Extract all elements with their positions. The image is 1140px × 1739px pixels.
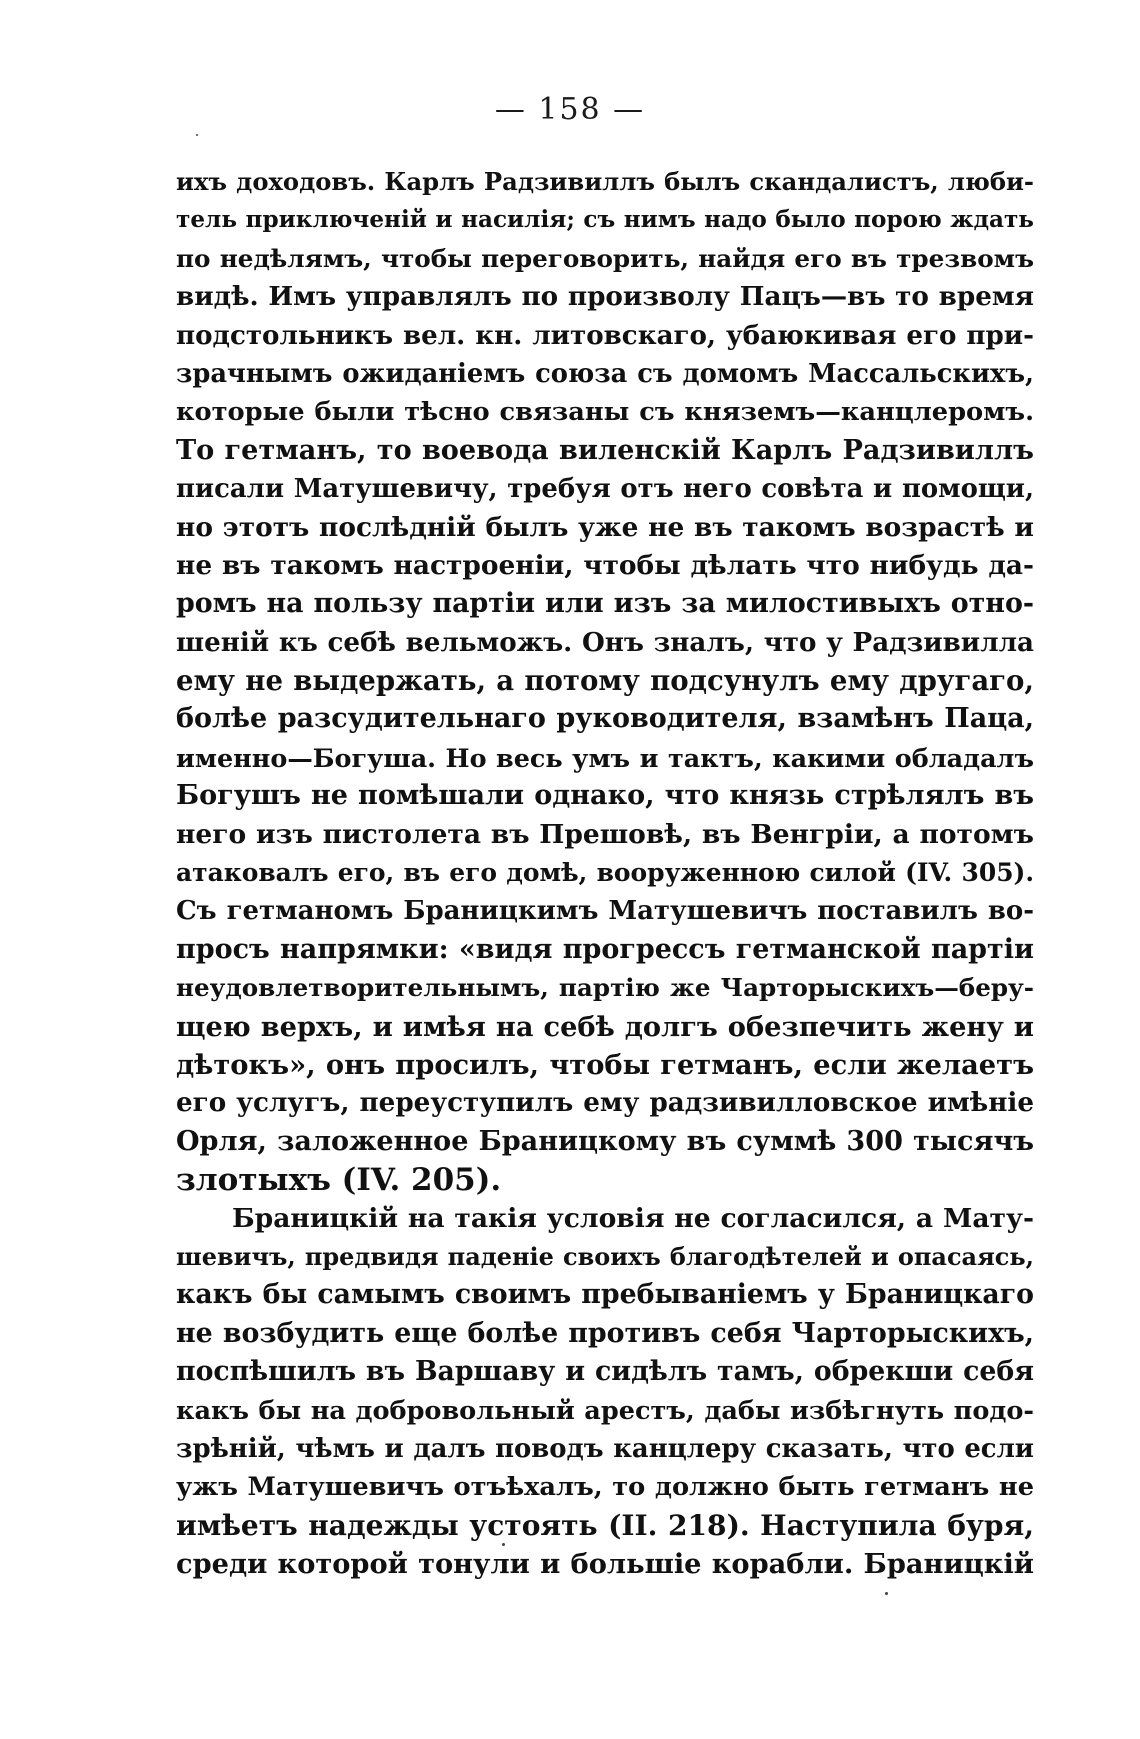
- text-line: ему не выдержать, а потому подсунулъ ему другаго,: [176, 665, 1034, 698]
- text-line: его услугъ, переуступилъ ему радзивилловское имѣніе: [176, 1087, 1034, 1119]
- text-line: которые были тѣсно связаны съ княземъ—канцлеромъ.: [176, 397, 1034, 428]
- print-speck: [502, 1543, 505, 1546]
- print-speck: [196, 134, 198, 136]
- text-line: имѣетъ надежды устоять (II. 218). Наступила буря,: [176, 1508, 1034, 1542]
- text-line: атаковалъ его, въ его домѣ, вооруженною силой (IV. 305).: [176, 858, 1034, 888]
- text-line: То гетманъ, то воевода виленскій Карлъ Радзивиллъ: [176, 434, 1034, 466]
- text-line: просъ напрямки: «видя прогрессъ гетманской партіи: [176, 933, 1034, 965]
- text-line: Богушъ не помѣшали однако, что князь стрѣлялъ въ: [176, 780, 1034, 812]
- text-line: шевичъ, предвидя паденіе своихъ благодѣтелей и опасаясь,: [176, 1241, 1034, 1271]
- text-line: подстольникъ вел. кн. литовскаго, убаюкивая его при-: [176, 319, 1034, 351]
- page-number: — 158 —: [494, 92, 646, 127]
- text-line: какъ бы на добровольный арестъ, дабы избѣгнуть подо-: [176, 1395, 1034, 1426]
- text-line: дѣтокъ», онъ просилъ, чтобы гетманъ, если желаетъ: [176, 1048, 1034, 1081]
- text-line: шеній къ себѣ вельможъ. Онъ зналъ, что у Радзивилла: [176, 626, 1034, 658]
- text-line: зрачнымъ ожиданіемъ союза съ домомъ Массальскихъ,: [176, 358, 1034, 389]
- paragraph-1: [176, 163, 1034, 1200]
- text-line: зрѣній, чѣмъ и далъ поводъ канцлеру сказать, что если: [176, 1433, 1034, 1464]
- text-line: неудовлетворительнымъ, партію же Чарторыскихъ—беру-: [176, 973, 1034, 1003]
- text-line: поспѣшилъ въ Варшаву и сидѣлъ тамъ, обрекши себя: [176, 1356, 1034, 1388]
- text-line: ромъ на пользу партіи или изъ за милостивыхъ отно-: [176, 588, 1034, 620]
- text-line: Съ гетманомъ Браницкимъ Матушевичъ поставилъ во-: [176, 896, 1034, 927]
- text-line: какъ бы самымъ своимъ пребываніемъ у Браницкаго: [176, 1279, 1034, 1311]
- text-line: ужъ Матушевичъ отъѣхалъ, то должно быть гетманъ не: [176, 1472, 1034, 1503]
- text-line: писали Матушевичу, требуя отъ него совѣта и помощи,: [176, 474, 1034, 505]
- text-line: но этотъ послѣдній былъ уже не въ такомъ возрастѣ и: [176, 511, 1034, 543]
- text-line: злотыхъ (IV. 205).: [176, 1162, 502, 1199]
- text-line: болѣе разсудительнаго руководителя, взамѣнъ Паца,: [176, 703, 1034, 735]
- text-line: не возбудить еще болѣе противъ себя Чарторыскихъ,: [176, 1317, 1034, 1349]
- text-line: не въ такомъ настроеніи, чтобы дѣлать что нибудь да-: [176, 549, 1034, 581]
- text-line: по недѣлямъ, чтобы переговорить, найдя его въ трезвомъ: [176, 243, 1034, 273]
- text-line: ихъ доходовъ. Карлъ Радзивиллъ былъ скандалистъ, люби-: [176, 167, 1034, 196]
- text-line: Браницкій на такія условія не согласился, а Мату-: [232, 1202, 1034, 1234]
- text-line: него изъ пистолета въ Прешовѣ, въ Венгріи, а потомъ: [176, 818, 1034, 850]
- print-speck: [885, 1592, 888, 1595]
- text-line: именно—Богуша. Но весь умъ и тактъ, какими обладалъ: [176, 742, 1034, 773]
- text-line: щею верхъ, и имѣя на себѣ долгъ обезпечить жену и: [176, 1010, 1034, 1043]
- body-text: [176, 163, 1034, 1583]
- text-line: видѣ. Имъ управлялъ по произволу Пацъ—въ то время: [176, 281, 1034, 313]
- text-line: среди которой тонули и большіе корабли. Браницкій: [176, 1548, 1034, 1581]
- paragraph-2: [176, 1200, 1034, 1584]
- text-line: тель приключеній и насилія; съ нимъ надо было порою ждать: [176, 206, 1034, 234]
- text-line: Орля, заложенное Браницкому въ суммѣ 300 тысячъ: [176, 1125, 1034, 1157]
